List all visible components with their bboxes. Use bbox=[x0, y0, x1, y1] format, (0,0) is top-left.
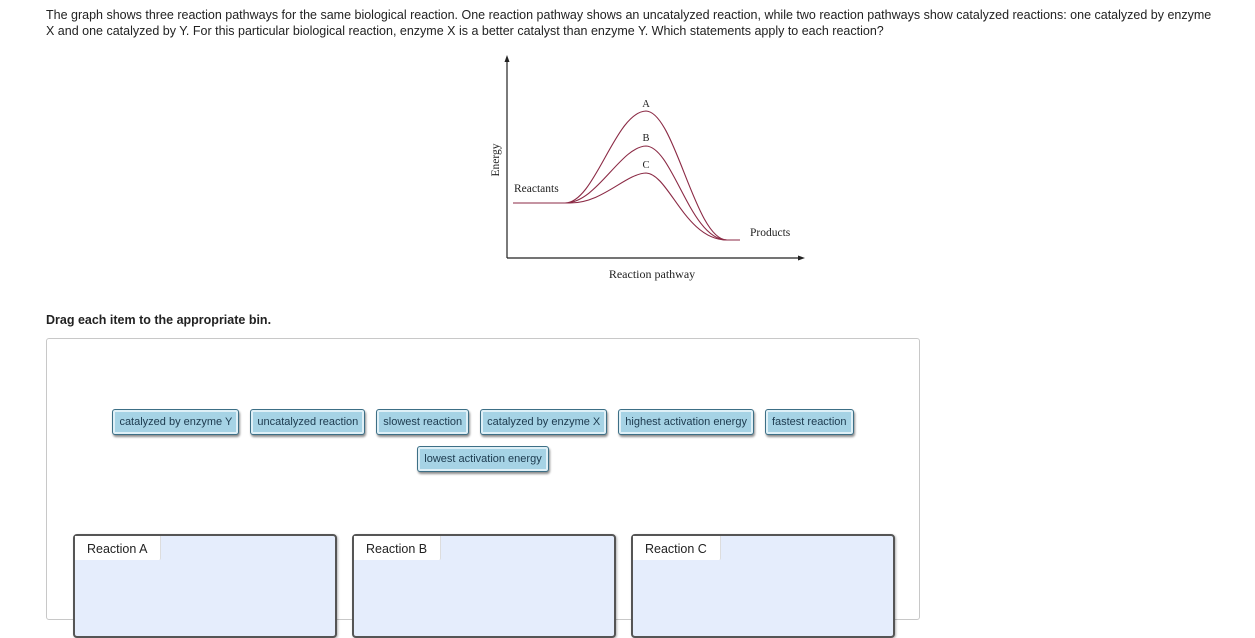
bin-label: Reaction B bbox=[354, 536, 441, 560]
bin-label: Reaction C bbox=[633, 536, 721, 560]
tile-catalyzed-by-enzyme-y[interactable]: catalyzed by enzyme Y bbox=[112, 409, 239, 435]
bin-label: Reaction A bbox=[75, 536, 161, 560]
tile-fastest-reaction[interactable]: fastest reaction bbox=[765, 409, 854, 435]
tile-catalyzed-by-enzyme-x[interactable]: catalyzed by enzyme X bbox=[480, 409, 607, 435]
x-axis-arrow bbox=[798, 256, 805, 261]
drag-drop-workspace bbox=[46, 338, 920, 620]
bin-reaction-a[interactable] bbox=[73, 534, 337, 638]
curve-a bbox=[513, 111, 740, 240]
curve-label-c: C bbox=[642, 160, 650, 171]
bin-reaction-b[interactable] bbox=[352, 534, 616, 638]
y-axis-label: Energy bbox=[490, 143, 502, 177]
bins bbox=[73, 534, 895, 638]
question-text: The graph shows three reaction pathways for the same biological reaction. One reaction pathway shows an uncatalyzed reaction, while two reaction pathways show catalyzed reactions: one catalyzed by enzyme X and one catalyzed by Y. For this particular biological reaction, enzyme X is a better catalyst than enzyme Y. Which statements apply to each reaction? bbox=[46, 8, 1212, 38]
tile-highest-activation-energy[interactable]: highest activation energy bbox=[618, 409, 754, 435]
curve-label-b: B bbox=[642, 133, 650, 144]
instructions: Drag each item to the appropriate bin. bbox=[46, 313, 272, 327]
products-label: Products bbox=[750, 227, 791, 239]
tile-slowest-reaction[interactable]: slowest reaction bbox=[376, 409, 469, 435]
tile-pool bbox=[47, 409, 919, 472]
x-axis-label: Reaction pathway bbox=[608, 267, 696, 281]
reactants-label: Reactants bbox=[514, 183, 559, 195]
tile-lowest-activation-energy[interactable]: lowest activation energy bbox=[417, 446, 548, 472]
tile-uncatalyzed-reaction[interactable]: uncatalyzed reaction bbox=[250, 409, 365, 435]
y-axis-arrow bbox=[505, 55, 510, 62]
curve-label-a: A bbox=[642, 99, 650, 110]
energy-diagram bbox=[485, 52, 815, 288]
bin-reaction-c[interactable] bbox=[631, 534, 895, 638]
